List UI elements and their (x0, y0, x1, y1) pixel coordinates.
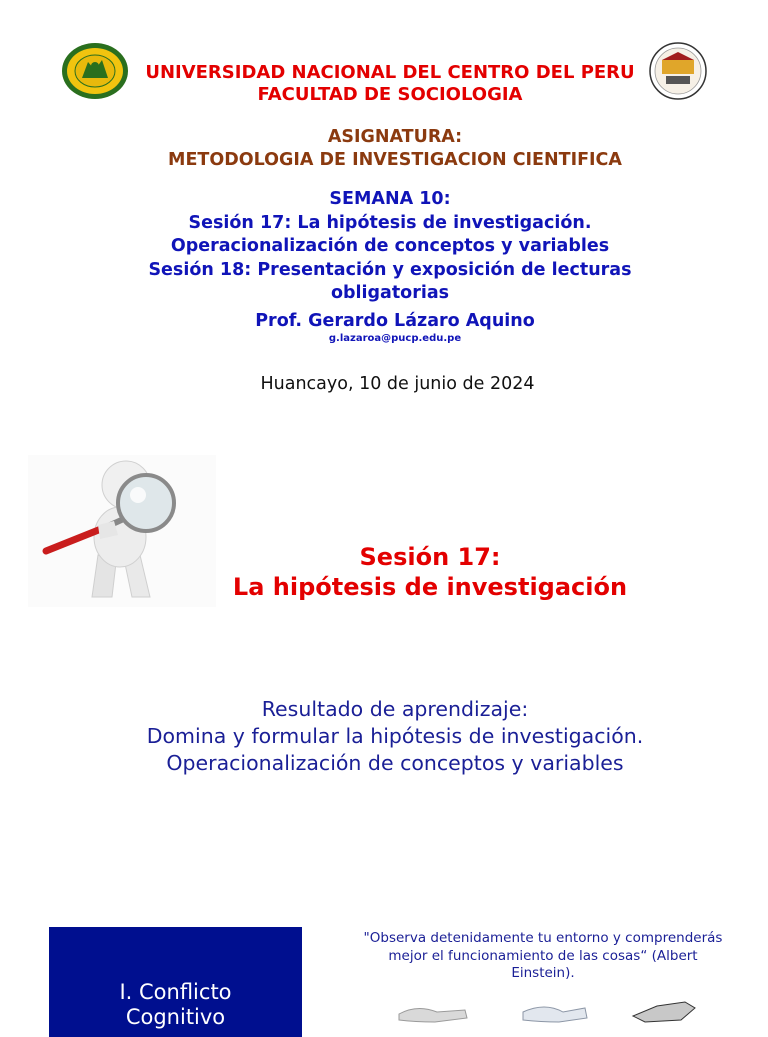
place-date: Huancayo, 10 de junio de 2024 (260, 374, 535, 394)
course-label: ASIGNATURA: (327, 127, 463, 147)
week-label: SEMANA 10: (329, 189, 451, 209)
handshake-icons (395, 998, 700, 1024)
week-block (90, 188, 690, 306)
professor-name: Prof. Gerardo Lázaro Aquino (255, 311, 535, 331)
session-title-line1: Sesión 17: (359, 543, 501, 571)
session18-line1: Sesión 18: Presentación y exposición de lecturas (148, 259, 632, 280)
section-box (49, 927, 302, 1037)
handshake-icon (633, 1002, 695, 1022)
session18-line2: obligatorias (330, 283, 450, 303)
university-name: UNIVERSIDAD NACIONAL DEL CENTRO DEL PERU (145, 62, 635, 83)
course-name: METODOLOGIA DE INVESTIGACION CIENTIFICA (168, 150, 622, 170)
learning-line2: Operacionalización de conceptos y variables (166, 751, 624, 775)
section-box-title: I. Conflicto Cognitivo (119, 980, 232, 1029)
learning-line1: Domina y formular la hipótesis de investigación. (146, 724, 644, 748)
session17-line2: Operacionalización de conceptos y variables (170, 236, 610, 256)
professor-email[interactable]: g.lazaroa@pucp.edu.pe (328, 333, 462, 344)
session-title (205, 542, 655, 602)
einstein-quote: "Observa detenidamente tu entorno y comprenderás mejor el funcionamiento de las cosas“ (Albert Einstein). (363, 930, 723, 981)
faculty-name: FACULTAD DE SOCIOLOGIA (257, 84, 523, 105)
magnifying-glass-figure-icon (28, 455, 216, 607)
course-block (100, 126, 690, 172)
learning-label: Resultado de aprendizaje: (261, 697, 529, 721)
learning-outcome (90, 696, 700, 777)
session-title-line2: La hipótesis de investigación (232, 573, 628, 601)
institution-header (120, 62, 660, 106)
session17-line1: Sesión 17: La hipótesis de investigación. (188, 212, 592, 233)
handshake-icon (523, 1007, 587, 1022)
handshake-icon (399, 1008, 467, 1022)
